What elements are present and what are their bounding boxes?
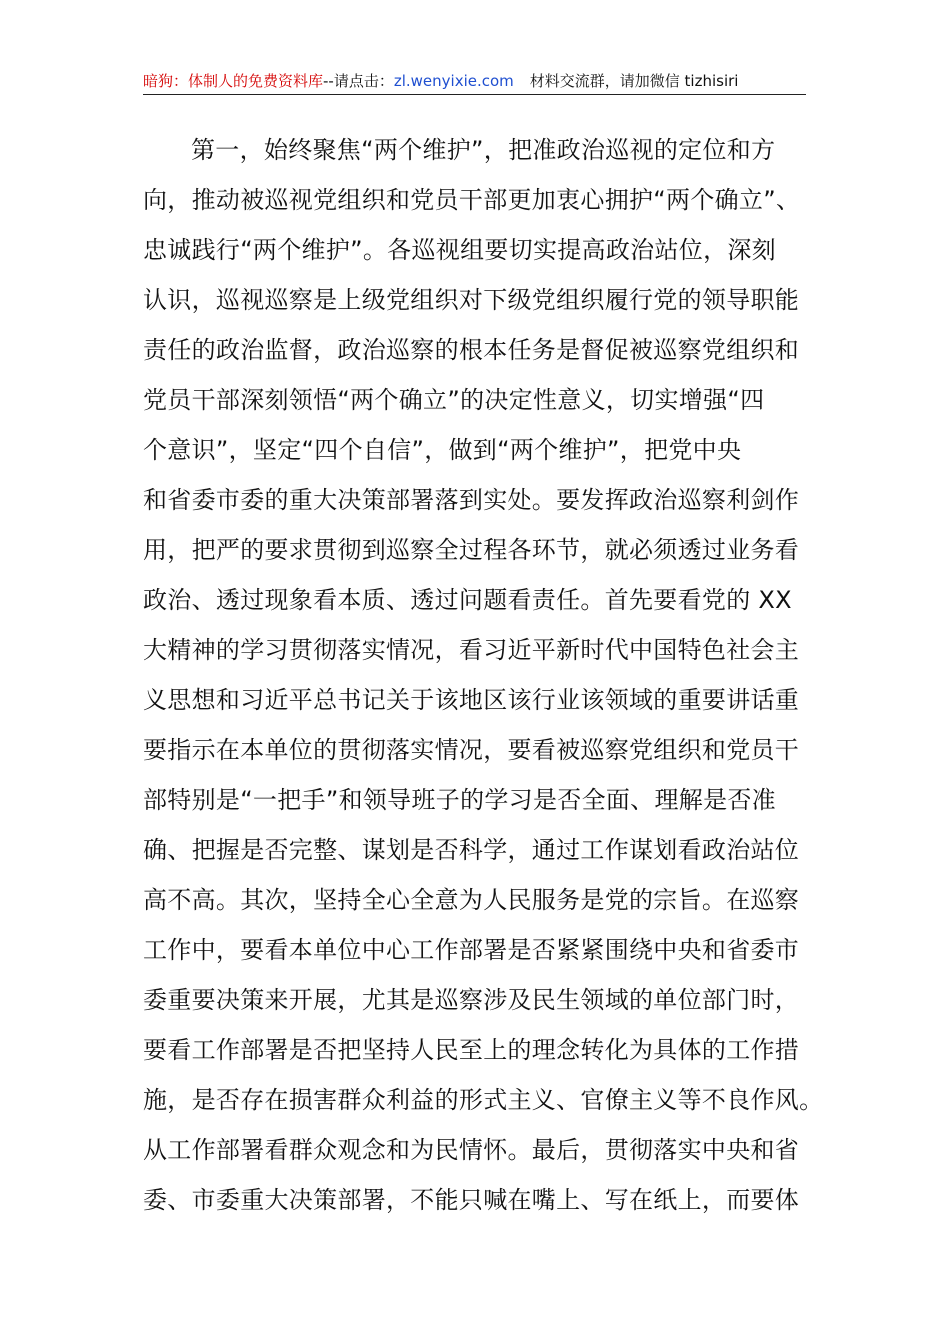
- paragraph-line: 从工作部署看群众观念和为民情怀。最后，贯彻落实中央和省: [143, 1136, 800, 1164]
- paragraph-line: 认识，巡视巡察是上级党组织对下级党组织履行党的领导职能: [143, 286, 800, 314]
- header-rule: [143, 94, 806, 95]
- paragraph-line: 部特别是“一把手”和领导班子的学习是否全面、理解是否准: [143, 786, 776, 814]
- paragraph-line: 要指示在本单位的贯彻落实情况，要看被巡察党组织和党员干: [143, 736, 800, 764]
- paragraph-line: 高不高。其次，坚持全心全意为人民服务是党的宗旨。在巡察: [143, 886, 800, 914]
- paragraph-line: 委重要决策来开展，尤其是巡察涉及民生领域的单位部门时，: [143, 986, 800, 1014]
- paragraph-line: 个意识”，坚定“四个自信”，做到“两个维护”，把党中央: [143, 436, 742, 464]
- header-brand: 暗狗：体制人的免费资料库: [143, 72, 324, 90]
- header-link-label: --请点击：: [323, 72, 394, 90]
- paragraph-line: 义思想和习近平总书记关于该地区该行业该领域的重要讲话重: [143, 686, 800, 714]
- paragraph-line: 和省委市委的重大决策部署落到实处。要发挥政治巡察利剑作: [143, 486, 800, 514]
- paragraph-line: 第一，始终聚焦“两个维护”，把准政治巡视的定位和方: [191, 136, 776, 164]
- page-header: [143, 70, 806, 92]
- paragraph-line: 大精神的学习贯彻落实情况，看习近平新时代中国特色社会主: [143, 636, 800, 664]
- paragraph-line: 政治、透过现象看本质、透过问题看责任。首先要看党的 XX: [143, 586, 792, 614]
- paragraph-line: 党员干部深刻领悟“两个确立”的决定性意义，切实增强“四: [143, 386, 765, 414]
- paragraph-line: 用，把严的要求贯彻到巡察全过程各环节，就必须透过业务看: [143, 536, 800, 564]
- header-link[interactable]: zl.wenyixie.com: [393, 72, 514, 90]
- header-contact: 材料交流群，请加微信 tizhisiri: [529, 72, 739, 90]
- paragraph-line: 向，推动被巡视党组织和党员干部更加衷心拥护“两个确立”、: [143, 186, 801, 214]
- paragraph-line: 施，是否存在损害群众利益的形式主义、官僚主义等不良作风。: [143, 1086, 824, 1114]
- paragraph-line: 委、市委重大决策部署，不能只喊在嘴上、写在纸上，而要体: [143, 1186, 800, 1214]
- paragraph-line: 工作中，要看本单位中心工作部署是否紧紧围绕中央和省委市: [143, 936, 800, 964]
- paragraph-line: 忠诚践行“两个维护”。各巡视组要切实提高政治站位，深刻: [143, 236, 776, 264]
- paragraph-line: 责任的政治监督，政治巡察的根本任务是督促被巡察党组织和: [143, 336, 800, 364]
- document-body: [143, 125, 824, 1225]
- paragraph-line: 要看工作部署是否把坚持人民至上的理念转化为具体的工作措: [143, 1036, 800, 1064]
- paragraph-line: 确、把握是否完整、谋划是否科学，通过工作谋划看政治站位: [143, 836, 800, 864]
